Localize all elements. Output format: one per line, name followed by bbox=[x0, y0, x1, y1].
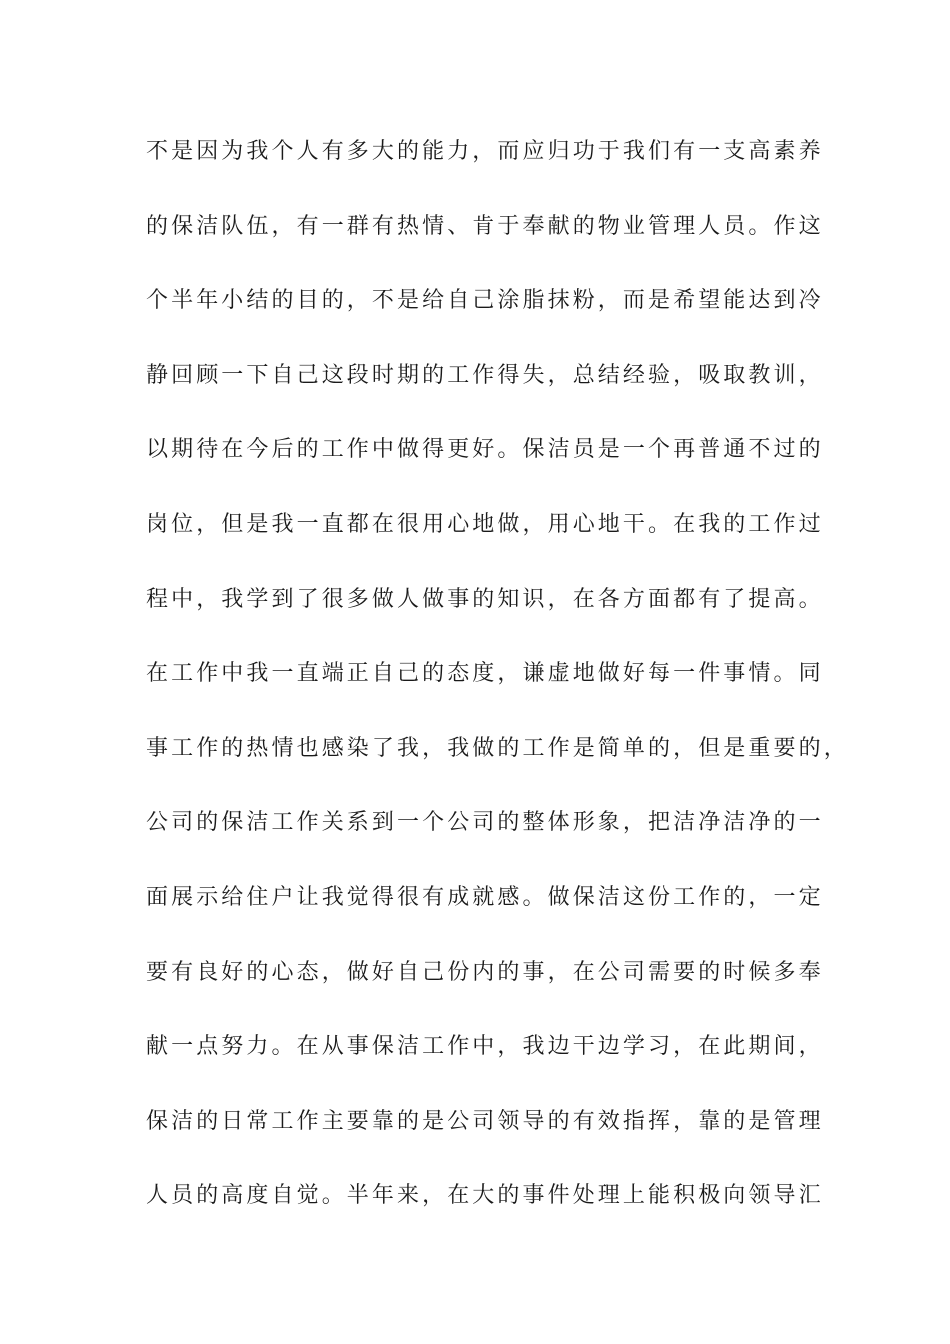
text-line: 程中，我学到了很多做人做事的知识，在各方面都有了提高。 bbox=[146, 586, 824, 612]
text-line: 保洁的日常工作主要靠的是公司领导的有效指挥，靠的是管理 bbox=[146, 1108, 824, 1134]
text-line: 公司的保洁工作关系到一个公司的整体形象，把洁净洁净的一 bbox=[146, 810, 824, 836]
text-line: 的保洁队伍，有一群有热情、肯于奉献的物业管理人员。作这 bbox=[146, 213, 824, 239]
text-line: 面展示给住户让我觉得很有成就感。做保洁这份工作的，一定 bbox=[146, 884, 824, 910]
body-text bbox=[146, 130, 849, 1249]
text-line: 静回顾一下自己这段时期的工作得失，总结经验，吸取教训， bbox=[146, 362, 824, 388]
text-line: 个半年小结的目的，不是给自己涂脂抹粉，而是希望能达到冷 bbox=[146, 288, 824, 314]
text-line: 以期待在今后的工作中做得更好。保洁员是一个再普通不过的 bbox=[146, 437, 824, 463]
text-line: 要有良好的心态，做好自己份内的事，在公司需要的时候多奉 bbox=[146, 959, 824, 985]
text-line: 不是因为我个人有多大的能力，而应归功于我们有一支高素养 bbox=[146, 139, 824, 164]
text-line: 人员的高度自觉。半年来，在大的事件处理上能积极向领导汇 bbox=[146, 1183, 824, 1209]
text-line: 献一点努力。在从事保洁工作中，我边干边学习，在此期间， bbox=[146, 1034, 824, 1060]
text-line: 岗位，但是我一直都在很用心地做，用心地干。在我的工作过 bbox=[146, 511, 824, 537]
text-line: 事工作的热情也感染了我，我做的工作是简单的，但是重要的， bbox=[146, 735, 849, 761]
text-line: 在工作中我一直端正自己的态度，谦虚地做好每一件事情。同 bbox=[146, 661, 824, 687]
